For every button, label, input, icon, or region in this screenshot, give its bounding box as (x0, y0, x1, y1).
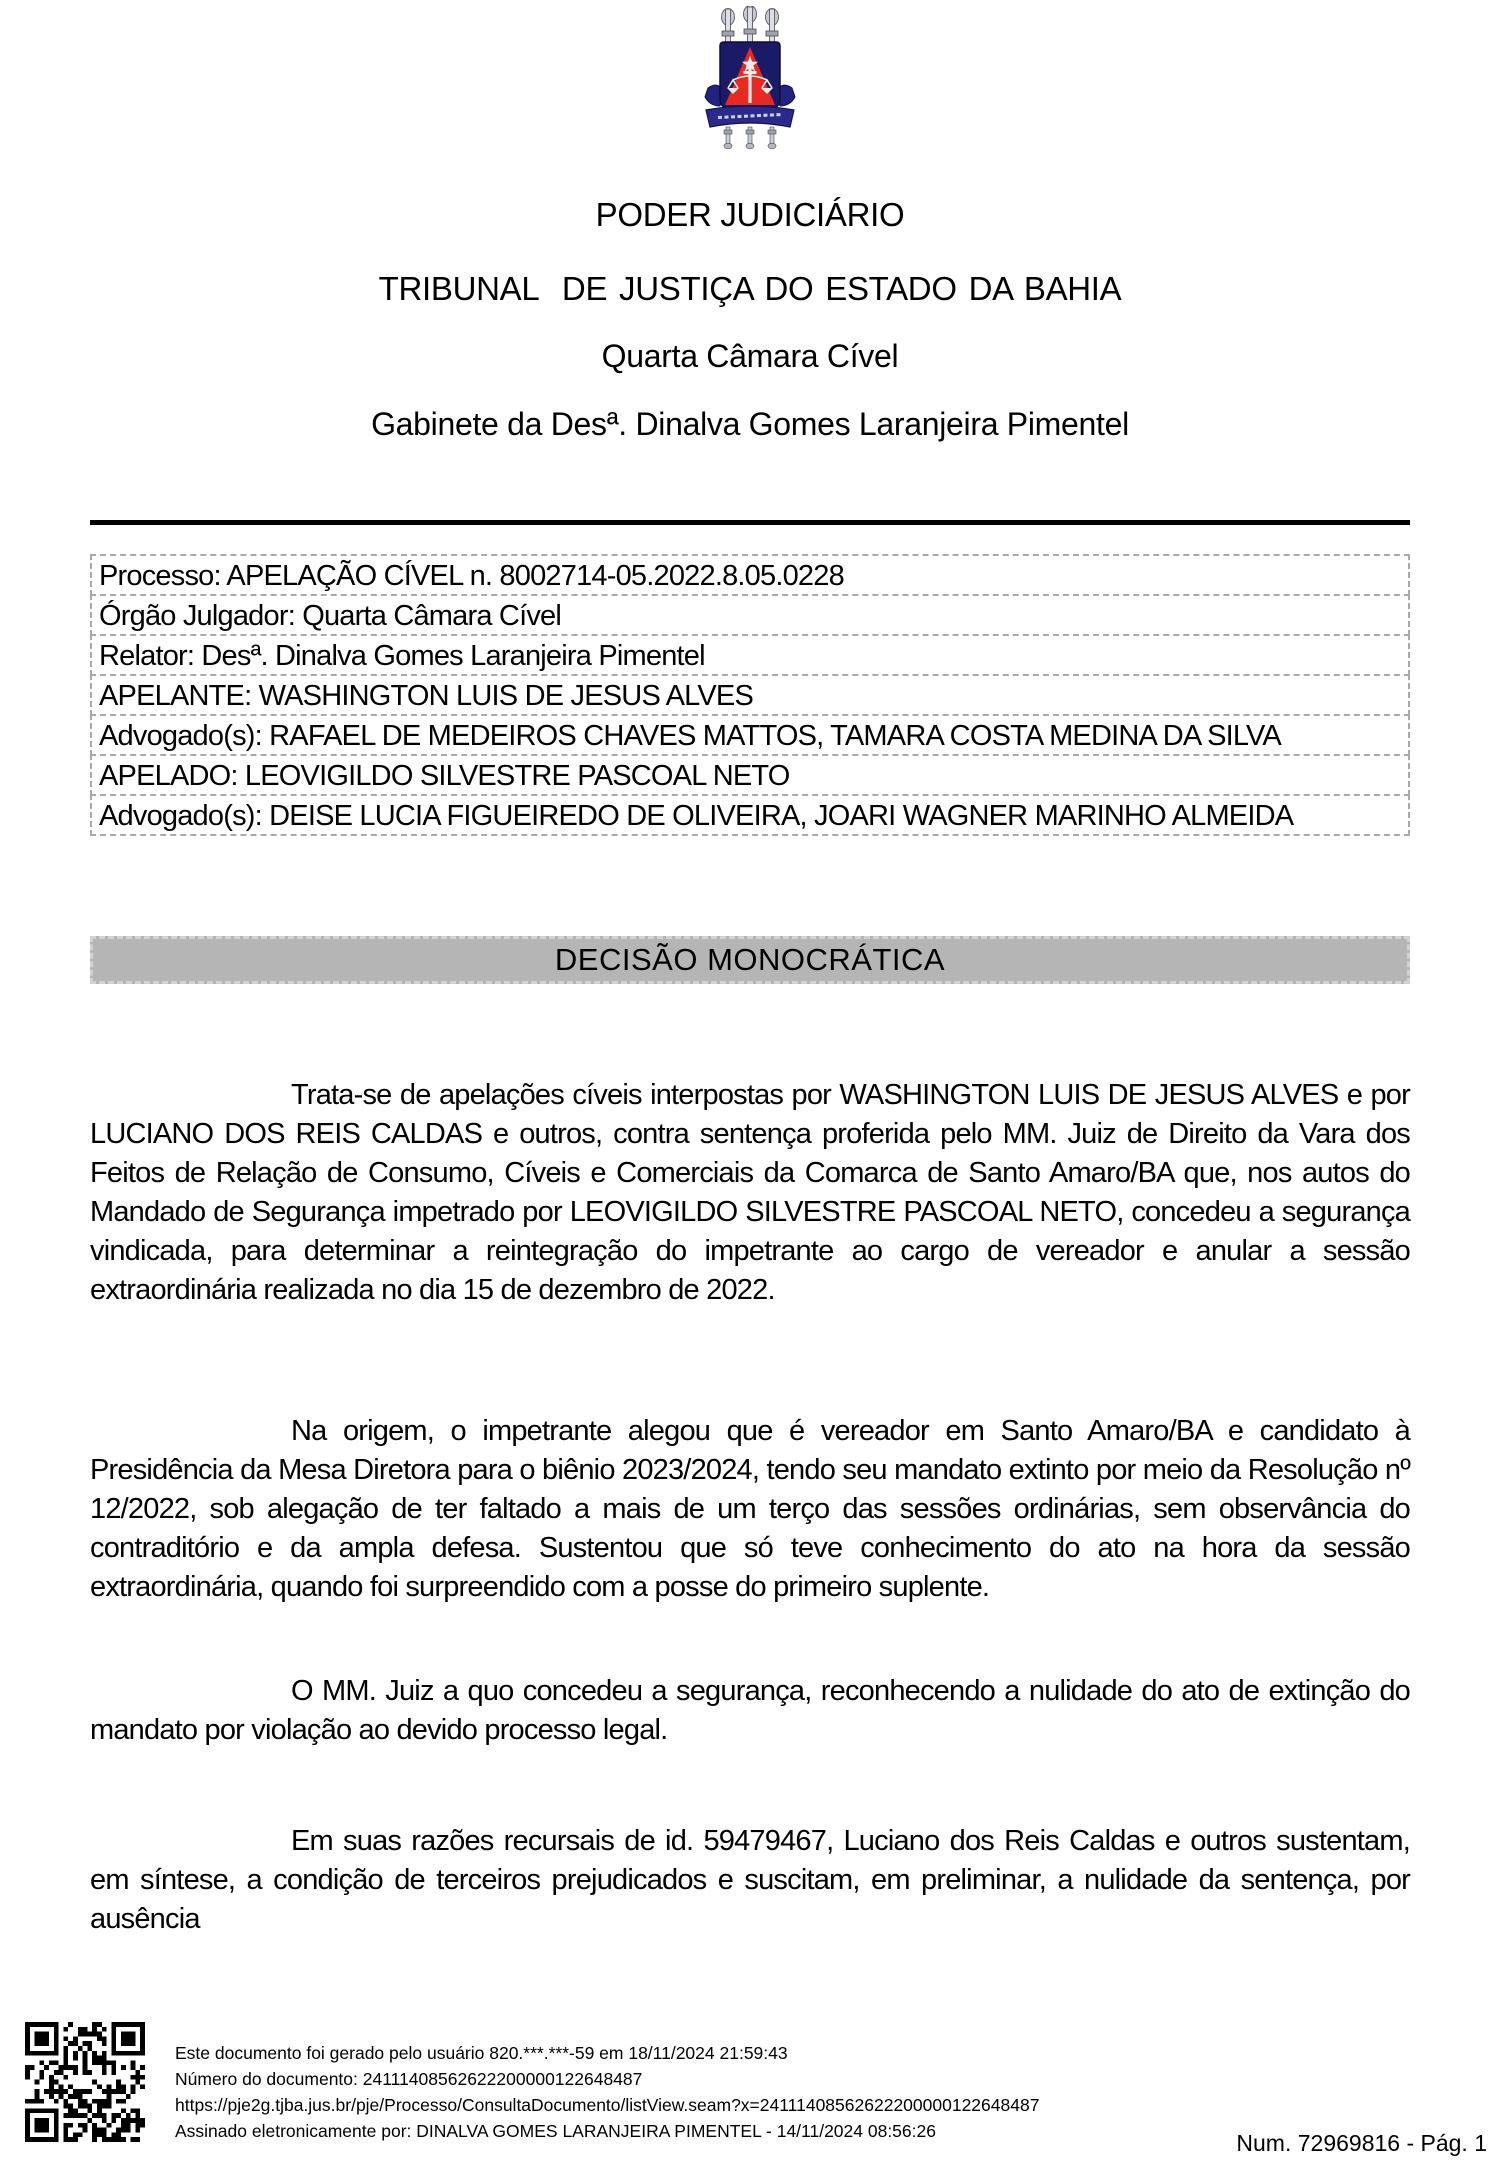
header-gabinete: Gabinete da Desª. Dinalva Gomes Laranjeira Pimentel (371, 406, 1129, 442)
footer-signed-by: Assinado eletronicamente por: DINALVA GOMES LARANJEIRA PIMENTEL - 14/11/2024 08:56:26 (175, 2121, 936, 2141)
decision-paragraph-3: O MM. Juiz a quo concedeu a segurança, reconhecendo a nulidade do ato de extinção do mandato por violação ao devido processo legal. (90, 1675, 1410, 1746)
footer-generated-by: Este documento foi gerado pelo usuário 820.***.***-59 em 18/11/2024 21:59:43 (175, 2043, 788, 2063)
case-info-row-processo: Processo: APELAÇÃO CÍVEL n. 8002714-05.2022.8.05.0228 (90, 554, 1410, 596)
decision-banner (90, 936, 1410, 984)
tjba-coat-of-arms-icon (698, 6, 802, 158)
case-info-row-advogados-apelado: Advogado(s): DEISE LUCIA FIGUEIREDO DE OLIVEIRA, JOARI WAGNER MARINHO ALMEIDA (90, 794, 1410, 836)
decision-paragraph-4: Em suas razões recursais de id. 59479467, Luciano dos Reis Caldas e outros sustentam, em síntese, a condição de terceiros prejudicados e suscitam, em preliminar, a nulidade da sentença, por ausência (90, 1825, 1410, 1935)
header-camara: Quarta Câmara Cível (601, 338, 899, 374)
coat-of-arms-svg (698, 6, 802, 156)
footer-info (175, 2040, 1375, 2144)
footer-verification-url: https://pje2g.tjba.jus.br/pje/Processo/ConsultaDocumento/listView.seam?x=24111408562622200000122648487 (175, 2095, 1040, 2115)
footer-document-number: Número do documento: 24111408562622200000122648487 (175, 2069, 643, 2089)
case-info-row-apelante: APELANTE: WASHINGTON LUIS DE JESUS ALVES (90, 674, 1410, 716)
decision-banner-title: DECISÃO MONOCRÁTICA (554, 942, 946, 977)
header-poder-judiciario: PODER JUDICIÁRIO (595, 196, 905, 233)
decision-paragraph-1: Trata-se de apelações cíveis interpostas por WASHINGTON LUIS DE JESUS ALVES e por LUCIANO DOS REIS CALDAS e outros, contra sentença proferida pelo MM. Juiz de Direito da Vara dos Feitos de Relação de Consumo, Cíveis e Comerciais da Comarca de Santo Amaro/BA que, nos autos do Mandado de Segurança impetrado por LEOVIGILDO SILVESTRE PASCOAL NETO, concedeu a segurança vindicada, para determinar a reintegração do impetrante ao cargo de vereador e anular a sessão extraordinária realizada no dia 15 de dezembro de 2022. (90, 1079, 1410, 1306)
case-info-row-advogados-apelante: Advogado(s): RAFAEL DE MEDEIROS CHAVES MATTOS, TAMARA COSTA MEDINA DA SILVA (90, 714, 1410, 756)
page-number: Num. 72969816 - Pág. 1 (1236, 2130, 1487, 2156)
case-info-table (90, 554, 1410, 836)
case-info-row-relator: Relator: Desª. Dinalva Gomes Laranjeira Pimentel (90, 634, 1410, 676)
header-divider (90, 520, 1410, 525)
header-tribunal-justica: TRIBUNAL DE JUSTIÇA DO ESTADO DA BAHIA (378, 270, 1122, 307)
qr-code-icon (25, 2022, 145, 2148)
decision-paragraph-2: Na origem, o impetrante alegou que é vereador em Santo Amaro/BA e candidato à Presidência da Mesa Diretora para o biênio 2023/2024, tendo seu mandato extinto por meio da Resolução nº 12/2022, sob alegação de ter faltado a mais de um terço das sessões ordinárias, sem observância do contraditório e da ampla defesa. Sustentou que só teve conhecimento do ato na hora da sessão extraordinária, quando foi surpreendido com a posse do primeiro suplente. (90, 1415, 1410, 1603)
case-info-row-apelado: APELADO: LEOVIGILDO SILVESTRE PASCOAL NETO (90, 754, 1410, 796)
case-info-row-orgao: Órgão Julgador: Quarta Câmara Cível (90, 594, 1410, 636)
